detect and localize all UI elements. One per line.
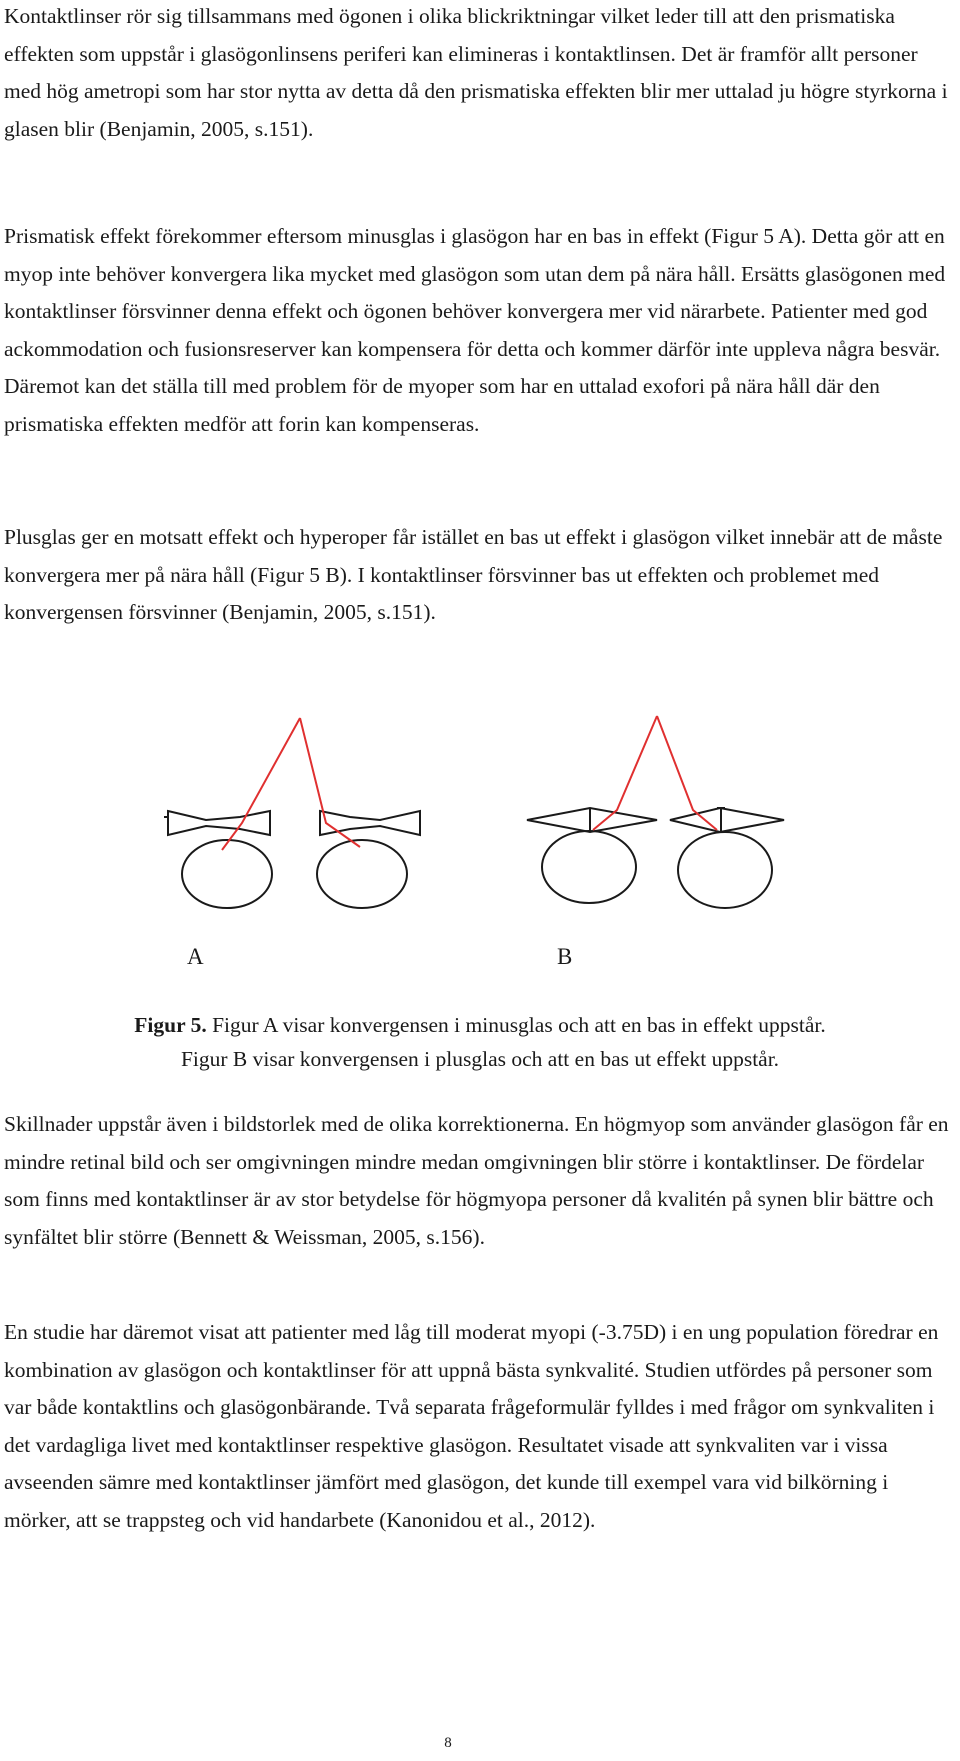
caption-line-1 (0, 1008, 960, 1042)
figure-label-b: B (557, 944, 573, 969)
ray-left-a (222, 718, 300, 850)
caption-line-2: Figur B visar konvergensen i plusglas och att en bas ut effekt uppstår. (180, 1047, 780, 1071)
minus-lens-right (320, 811, 420, 835)
caption-figure-number: Figur 5. (134, 1013, 207, 1037)
figure-caption (0, 1008, 960, 1076)
paragraph-minus-lens-base-in: Prismatisk effekt förekommer eftersom minusglas i glasögon har en bas in effekt (Figur 5 A). Detta gör att en myop inte behöver konvergera lika mycket med glasögon som utan dem på nära håll. Ersätts glasögonen med kontaktlinser försvinner denna effekt och ögonen behöver konvergera mer vid närarbete. Patienter med god ackommodation och fusionsreserver kan kompensera för detta och kommer därför inte uppleva några besvär. Däremot kan det ställa till med problem för de myoper som har en uttalad exofori på nära håll där den prismatiska effekten medför att forin kan kompenseras. (4, 224, 946, 436)
eye-left-a (182, 840, 272, 908)
figure-5 (0, 700, 960, 990)
caption-text-a: Figur A visar konvergensen i minusglas och att en bas in effekt uppstår. (206, 1013, 826, 1037)
eye-right-b (678, 832, 772, 908)
ray-left-b (593, 716, 657, 830)
paragraph-study-results: En studie har däremot visat att patienter med låg till moderat myopi (-3.75D) i en ung population föredrar en kombination av glasögon och kontaktlinser för att uppnå bästa synkvalité. Studien utfördes på personer som var både kontaktlins och glasögonbärande. Två separata frågeformulär fylldes i med frågor om synkvaliten i det vardagliga livet med kontaktlinser respektive glasögon. Resultatet visade att synkvaliten var i vissa avseenden sämre med kontaktlinser jämfört med glasögon, det kunde till exempel vara vid bilkörning i mörker, att se trappsteg och vid handarbete (Kanonidou et al., 2012). (4, 1320, 939, 1532)
figure-a-drawing (164, 718, 420, 908)
ray-right-a (300, 718, 360, 847)
eye-right-a (317, 840, 407, 908)
paragraph-plus-lens-base-out: Plusglas ger en motsatt effekt och hyperoper får istället en bas ut effekt i glasögon vilket innebär att de måste konvergera mer på nära håll (Figur 5 B). I kontaktlinser försvinner bas ut effekten och problemet med konvergensen försvinner (Benjamin, 2005, s.151). (4, 525, 943, 624)
minus-lens-left (168, 811, 270, 835)
figure-label-a: A (187, 944, 204, 969)
plus-lens-left (527, 808, 657, 832)
figure-b-drawing (527, 716, 784, 908)
paragraph-contact-lens-prism: Kontaktlinser rör sig tillsammans med ögonen i olika blickriktningar vilket leder till att den prismatiska effekten som uppstår i glasögonlinsens periferi kan elimineras i kontaktlinsen. Det är framför allt personer med hög ametropi som har stor nytta av detta då den prismatiska effekten blir mer uttalad ju högre styrkorna i glasen blir (Benjamin, 2005, s.151). (4, 4, 948, 141)
plus-lens-right (670, 808, 784, 832)
ray-right-b (657, 716, 717, 830)
paragraph-image-size: Skillnader uppstår även i bildstorlek med de olika korrektionerna. En högmyop som använder glasögon får en mindre retinal bild och ser omgivningen mindre medan omgivningen blir större i kontaktlinser. De fördelar som finns med kontaktlinser är av stor betydelse för högmyopa personer då kvalitén på synen blir bättre och synfältet blir större (Bennett & Weissman, 2005, s.156). (4, 1112, 949, 1249)
eye-left-b (542, 831, 636, 903)
page-number: 8 (444, 1735, 452, 1751)
convergence-diagram (0, 700, 960, 940)
